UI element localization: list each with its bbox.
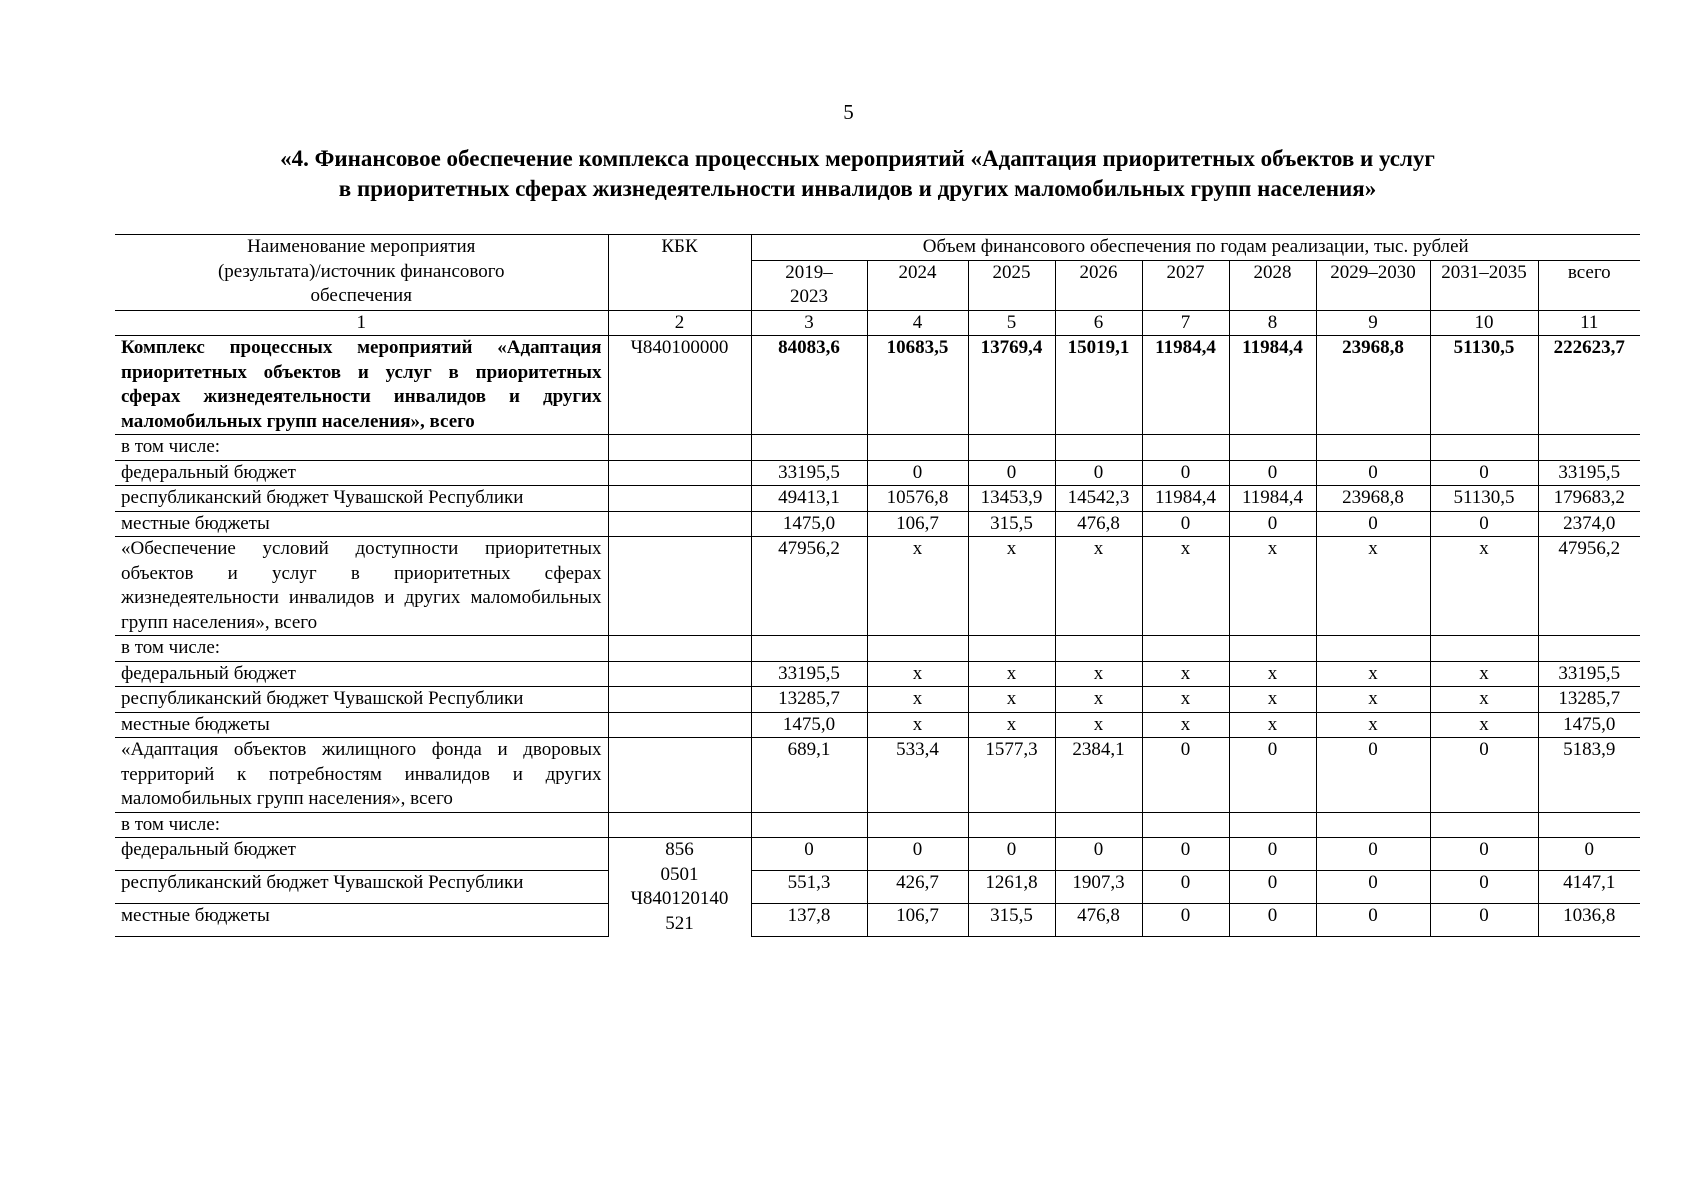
value-cell	[1316, 812, 1430, 838]
header-year-cell: 2031–2035	[1430, 260, 1538, 310]
column-number: 6	[1055, 310, 1142, 336]
value-cell: 0	[968, 460, 1055, 486]
value-cell: x	[1142, 712, 1229, 738]
kbk-code-part: Ч840120140	[630, 888, 729, 909]
value-cell: 222623,7	[1538, 336, 1640, 435]
header-volume-cell: Объем финансового обеспечения по годам реализации, тыс. рублей	[751, 235, 1640, 261]
row-kbk	[608, 537, 751, 636]
value-cell	[968, 812, 1055, 838]
value-cell	[751, 812, 867, 838]
value-cell: 0	[867, 838, 968, 871]
value-cell: 476,8	[1055, 903, 1142, 936]
value-cell: 426,7	[867, 870, 968, 903]
column-number: 5	[968, 310, 1055, 336]
table-row	[115, 712, 1640, 738]
value-cell: x	[1229, 537, 1316, 636]
value-cell: 4147,1	[1538, 870, 1640, 903]
value-cell: 0	[867, 460, 968, 486]
value-cell	[1142, 636, 1229, 662]
value-cell	[1055, 435, 1142, 461]
row-name: республиканский бюджет Чувашской Республики	[115, 486, 608, 512]
column-number: 11	[1538, 310, 1640, 336]
value-cell	[867, 636, 968, 662]
table-row	[115, 636, 1640, 662]
value-cell: x	[1316, 661, 1430, 687]
value-cell: 33195,5	[1538, 460, 1640, 486]
value-cell: 84083,6	[751, 336, 867, 435]
value-cell: 0	[1316, 511, 1430, 537]
table-row	[115, 870, 1640, 903]
table-row	[115, 812, 1640, 838]
value-cell: 315,5	[968, 903, 1055, 936]
value-cell: 1036,8	[1538, 903, 1640, 936]
value-cell: 0	[1142, 903, 1229, 936]
value-cell: x	[867, 537, 968, 636]
value-cell	[751, 435, 867, 461]
value-cell: 1577,3	[968, 738, 1055, 813]
row-name: республиканский бюджет Чувашской Республики	[115, 687, 608, 713]
value-cell: 0	[1229, 870, 1316, 903]
row-kbk	[608, 511, 751, 537]
table-row	[115, 460, 1640, 486]
value-cell	[1430, 636, 1538, 662]
value-cell: 0	[1229, 511, 1316, 537]
value-cell: 0	[1142, 460, 1229, 486]
value-cell: 0	[1430, 460, 1538, 486]
table-row	[115, 687, 1640, 713]
row-name: в том числе:	[115, 435, 608, 461]
value-cell: 14542,3	[1055, 486, 1142, 512]
value-cell: 0	[1430, 870, 1538, 903]
column-number: 9	[1316, 310, 1430, 336]
value-cell: 47956,2	[1538, 537, 1640, 636]
value-cell	[1142, 435, 1229, 461]
header-year-cell: 2028	[1229, 260, 1316, 310]
table-row	[115, 435, 1640, 461]
column-number: 4	[867, 310, 968, 336]
table-row	[115, 511, 1640, 537]
value-cell: 106,7	[867, 511, 968, 537]
value-cell: 551,3	[751, 870, 867, 903]
header-year-cell: 2019–2023	[751, 260, 867, 310]
value-cell: 476,8	[1055, 511, 1142, 537]
value-cell: 1907,3	[1055, 870, 1142, 903]
column-number: 1	[115, 310, 608, 336]
row-name: местные бюджеты	[115, 511, 608, 537]
value-cell	[1229, 636, 1316, 662]
merged-kbk-cell	[608, 838, 751, 937]
column-number: 2	[608, 310, 751, 336]
header-year-cell: всего	[1538, 260, 1640, 310]
value-cell	[1055, 636, 1142, 662]
column-number: 10	[1430, 310, 1538, 336]
value-cell	[1229, 435, 1316, 461]
value-cell: x	[1316, 687, 1430, 713]
value-cell: 0	[1142, 511, 1229, 537]
table-row	[115, 903, 1640, 936]
value-cell: 15019,1	[1055, 336, 1142, 435]
value-cell: 0	[1430, 838, 1538, 871]
value-cell: 0	[1316, 838, 1430, 871]
value-cell: 11984,4	[1142, 336, 1229, 435]
row-kbk	[608, 687, 751, 713]
value-cell: 51130,5	[1430, 486, 1538, 512]
row-name: в том числе:	[115, 812, 608, 838]
value-cell: 0	[1316, 903, 1430, 936]
row-name: «Обеспечение условий доступности приоритетных объектов и услуг в приоритетных сферах жизнедеятельности инвалидов и других маломобильных групп населения», всего	[115, 537, 608, 636]
value-cell: x	[1229, 687, 1316, 713]
value-cell: x	[1142, 537, 1229, 636]
value-cell: 689,1	[751, 738, 867, 813]
value-cell: x	[1055, 712, 1142, 738]
value-cell: 23968,8	[1316, 486, 1430, 512]
table-row	[115, 661, 1640, 687]
value-cell	[1538, 812, 1640, 838]
value-cell: 0	[1229, 738, 1316, 813]
row-kbk	[608, 812, 751, 838]
section-title	[120, 144, 1595, 204]
value-cell: 33195,5	[1538, 661, 1640, 687]
page-number: 5	[843, 100, 854, 124]
column-number: 3	[751, 310, 867, 336]
value-cell: 315,5	[968, 511, 1055, 537]
table-row	[115, 738, 1640, 813]
value-cell: 106,7	[867, 903, 968, 936]
value-cell: x	[1142, 687, 1229, 713]
value-cell: 533,4	[867, 738, 968, 813]
value-cell: 0	[1316, 738, 1430, 813]
value-cell	[1142, 812, 1229, 838]
value-cell	[1316, 435, 1430, 461]
value-cell: 1475,0	[751, 511, 867, 537]
row-kbk	[608, 486, 751, 512]
row-kbk	[608, 738, 751, 813]
value-cell: x	[867, 661, 968, 687]
value-cell: 1261,8	[968, 870, 1055, 903]
value-cell: x	[968, 661, 1055, 687]
value-cell: 0	[1430, 511, 1538, 537]
value-cell: 23968,8	[1316, 336, 1430, 435]
value-cell: 10576,8	[867, 486, 968, 512]
table-row	[115, 336, 1640, 435]
value-cell: 0	[1142, 838, 1229, 871]
value-cell: x	[968, 712, 1055, 738]
kbk-code-part: 521	[665, 912, 694, 934]
value-cell: 0	[1229, 460, 1316, 486]
value-cell: x	[968, 537, 1055, 636]
value-cell: x	[1055, 537, 1142, 636]
value-cell: 0	[1316, 870, 1430, 903]
value-cell: 49413,1	[751, 486, 867, 512]
value-cell: x	[1430, 661, 1538, 687]
header-year-cell: 2027	[1142, 260, 1229, 310]
value-cell	[751, 636, 867, 662]
value-cell: x	[1316, 712, 1430, 738]
value-cell: 0	[1142, 870, 1229, 903]
value-cell: 1475,0	[751, 712, 867, 738]
value-cell: x	[1055, 687, 1142, 713]
value-cell: x	[1142, 661, 1229, 687]
value-cell: 33195,5	[751, 460, 867, 486]
value-cell: 33195,5	[751, 661, 867, 687]
value-cell: x	[968, 687, 1055, 713]
value-cell	[1430, 812, 1538, 838]
header-name-cell: Наименование мероприятия (результата)/источник финансового обеспечения	[115, 235, 608, 311]
value-cell: 0	[1142, 738, 1229, 813]
row-kbk: Ч840100000	[608, 336, 751, 435]
value-cell: 11984,4	[1229, 336, 1316, 435]
row-name: местные бюджеты	[115, 712, 608, 738]
row-kbk	[608, 636, 751, 662]
value-cell	[1538, 435, 1640, 461]
row-name: Комплекс процессных мероприятий «Адаптация приоритетных объектов и услуг в приоритетных сферах жизнедеятельности инвалидов и других маломобильных групп населения», всего	[115, 336, 608, 435]
kbk-code-part: 856	[665, 839, 694, 860]
kbk-code-part: 0501	[660, 863, 699, 885]
value-cell: 0	[1229, 903, 1316, 936]
value-cell: 13453,9	[968, 486, 1055, 512]
value-cell	[1229, 812, 1316, 838]
value-cell: 1475,0	[1538, 712, 1640, 738]
value-cell: 10683,5	[867, 336, 968, 435]
row-kbk	[608, 712, 751, 738]
value-cell: 5183,9	[1538, 738, 1640, 813]
value-cell: 0	[1430, 903, 1538, 936]
row-name: местные бюджеты	[115, 903, 608, 936]
value-cell: 2384,1	[1055, 738, 1142, 813]
value-cell: 0	[1055, 460, 1142, 486]
value-cell: x	[1229, 712, 1316, 738]
column-number-row	[115, 310, 1640, 336]
value-cell: x	[1430, 712, 1538, 738]
value-cell: 13285,7	[1538, 687, 1640, 713]
value-cell: 47956,2	[751, 537, 867, 636]
value-cell: 0	[751, 838, 867, 871]
value-cell: 11984,4	[1229, 486, 1316, 512]
financing-table	[115, 234, 1640, 937]
value-cell	[1316, 636, 1430, 662]
value-cell: x	[1430, 537, 1538, 636]
row-name: республиканский бюджет Чувашской Республики	[115, 870, 608, 903]
value-cell: x	[1316, 537, 1430, 636]
section-title-line-2: в приоритетных сферах жизнедеятельности инвалидов и других маломобильных групп населения»	[338, 176, 1377, 201]
value-cell: x	[1229, 661, 1316, 687]
table-row	[115, 486, 1640, 512]
value-cell: 0	[1538, 838, 1640, 871]
row-name: «Адаптация объектов жилищного фонда и дворовых территорий к потребностям инвалидов и других маломобильных групп населения», всего	[115, 738, 608, 813]
value-cell: 0	[1316, 460, 1430, 486]
row-name: в том числе:	[115, 636, 608, 662]
value-cell: 13285,7	[751, 687, 867, 713]
value-cell: x	[1430, 687, 1538, 713]
value-cell: 179683,2	[1538, 486, 1640, 512]
header-year-cell: 2024	[867, 260, 968, 310]
row-kbk	[608, 460, 751, 486]
section-title-line-1: «4. Финансовое обеспечение комплекса процессных мероприятий «Адаптация приоритетных объектов и услуг	[280, 146, 1435, 171]
value-cell: x	[1055, 661, 1142, 687]
header-year-cell: 2026	[1055, 260, 1142, 310]
value-cell: 2374,0	[1538, 511, 1640, 537]
value-cell: 0	[1229, 838, 1316, 871]
value-cell	[867, 435, 968, 461]
row-kbk	[608, 435, 751, 461]
value-cell	[867, 812, 968, 838]
value-cell	[968, 636, 1055, 662]
value-cell: x	[867, 712, 968, 738]
header-year-cell: 2029–2030	[1316, 260, 1430, 310]
column-number: 7	[1142, 310, 1229, 336]
value-cell	[1538, 636, 1640, 662]
value-cell: 11984,4	[1142, 486, 1229, 512]
value-cell	[1430, 435, 1538, 461]
header-year-cell: 2025	[968, 260, 1055, 310]
value-cell: 0	[1430, 738, 1538, 813]
table-row	[115, 838, 1640, 871]
value-cell	[968, 435, 1055, 461]
value-cell: x	[867, 687, 968, 713]
value-cell: 0	[1055, 838, 1142, 871]
table-row	[115, 537, 1640, 636]
value-cell	[1055, 812, 1142, 838]
row-kbk	[608, 661, 751, 687]
value-cell: 13769,4	[968, 336, 1055, 435]
row-name: федеральный бюджет	[115, 460, 608, 486]
header-kbk-cell: КБК	[608, 235, 751, 311]
row-name: федеральный бюджет	[115, 661, 608, 687]
column-number: 8	[1229, 310, 1316, 336]
value-cell: 0	[968, 838, 1055, 871]
row-name: федеральный бюджет	[115, 838, 608, 871]
table-header-row-1	[115, 235, 1640, 261]
value-cell: 137,8	[751, 903, 867, 936]
value-cell: 51130,5	[1430, 336, 1538, 435]
